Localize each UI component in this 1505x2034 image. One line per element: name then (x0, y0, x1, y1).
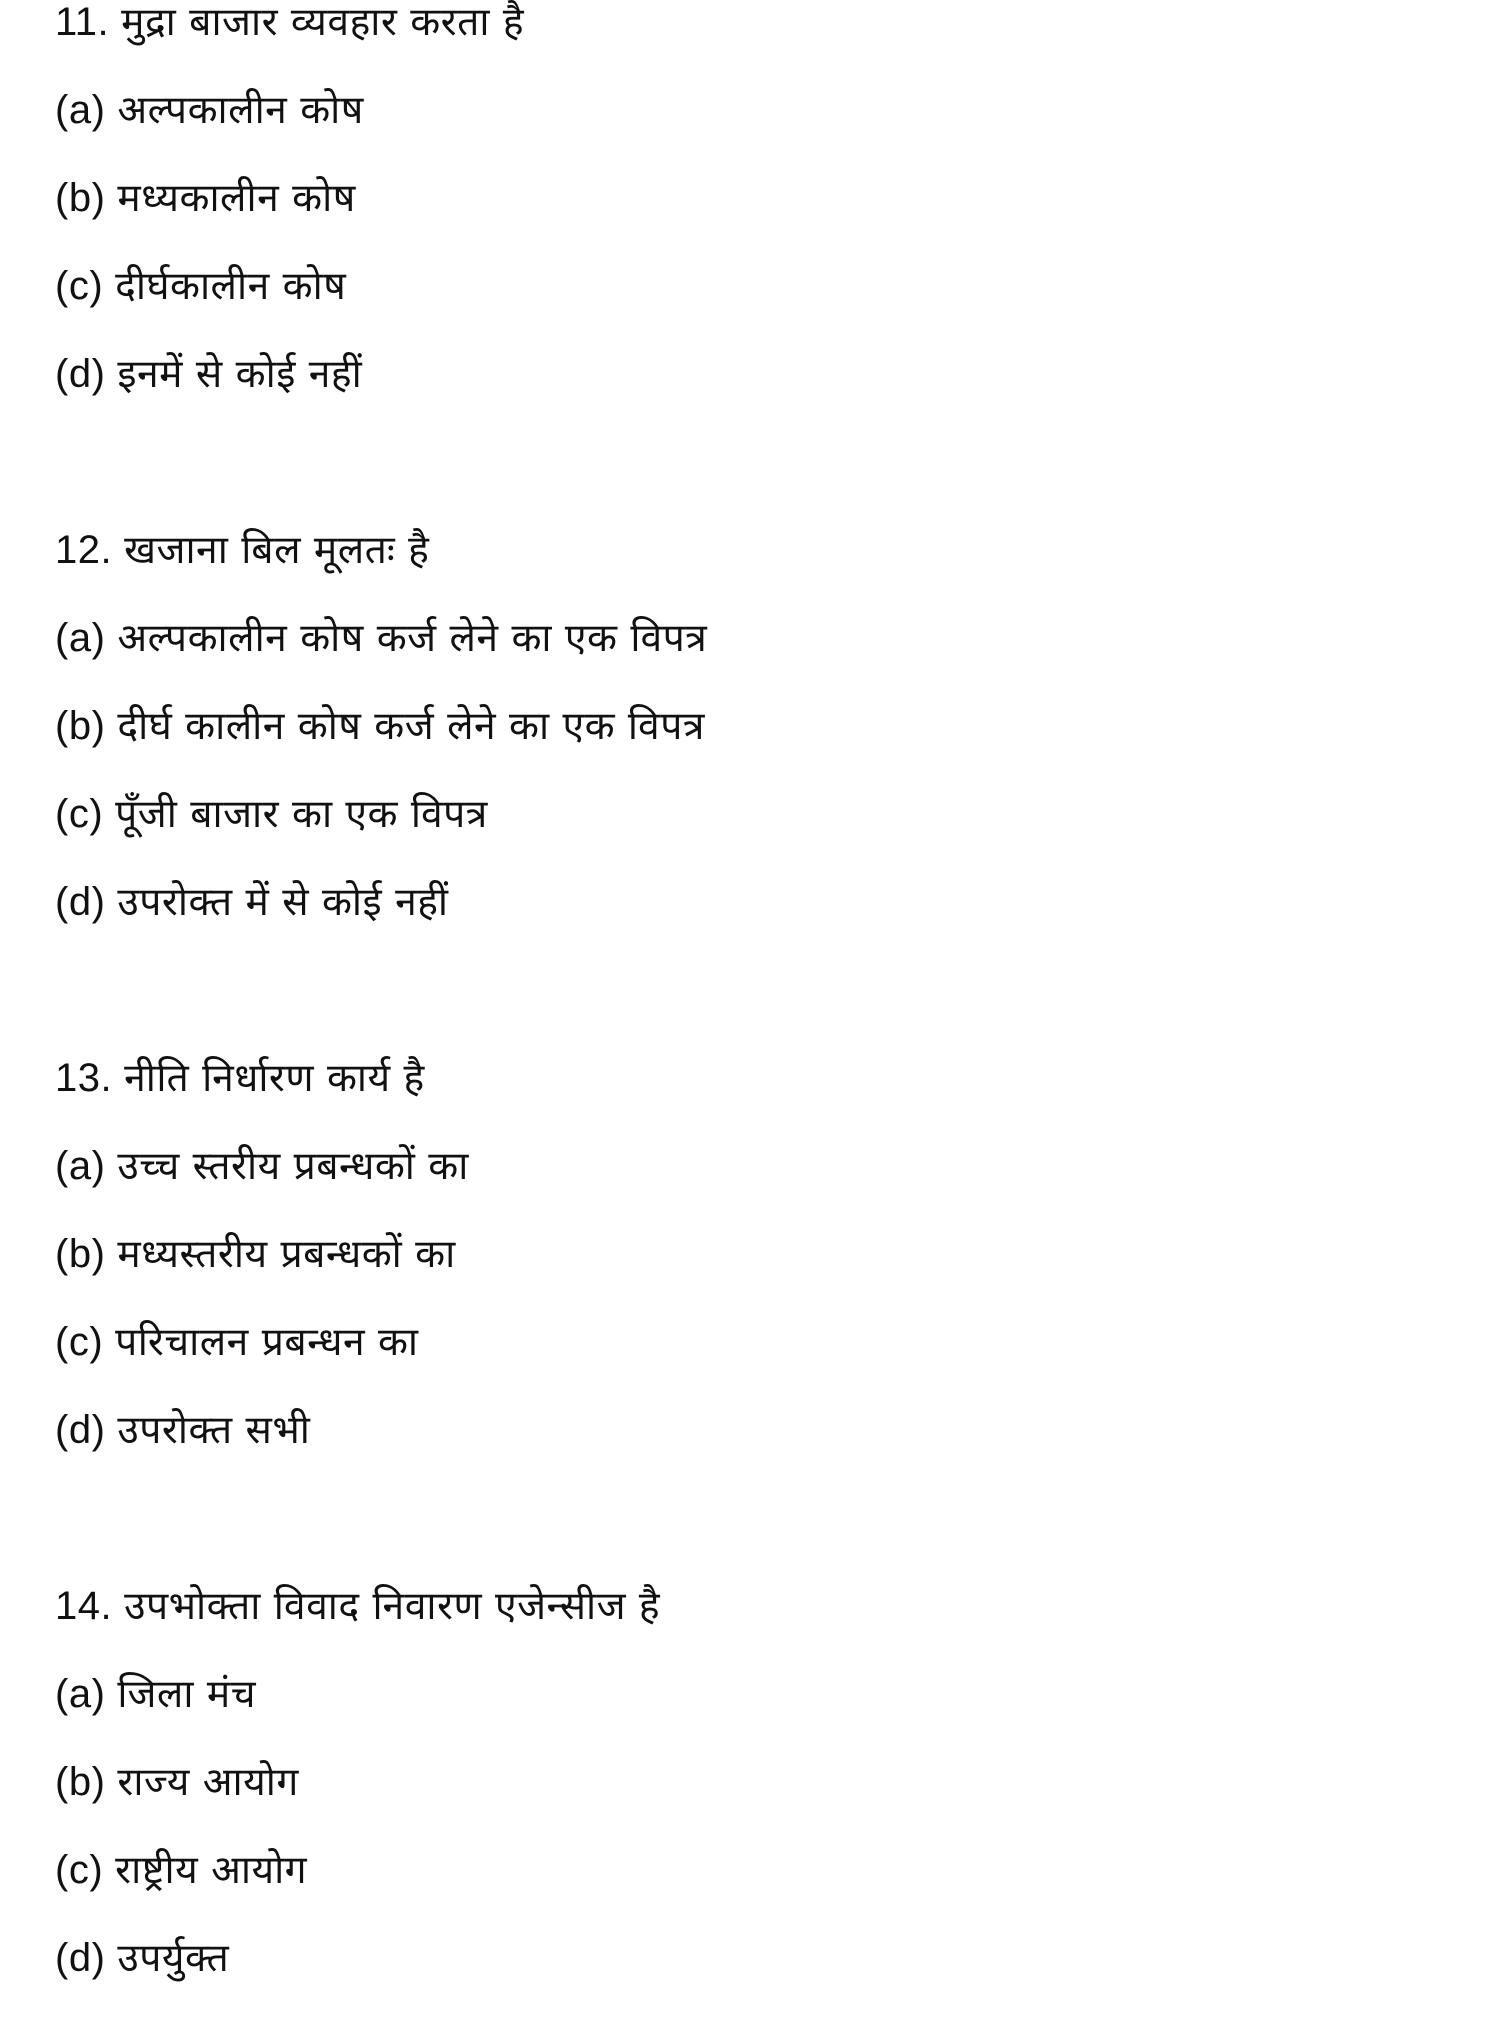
option-label: (a) (55, 1672, 106, 1716)
question-14-option-c (55, 1840, 307, 1900)
question-11-option-a (55, 80, 364, 140)
question-text: नीति निर्धारण कार्य है (124, 1056, 425, 1101)
option-text: इनमें से कोई नहीं (117, 352, 363, 397)
question-13-option-b (55, 1224, 456, 1284)
option-label: (d) (55, 1408, 106, 1452)
option-text: उपरोक्त सभी (117, 1408, 311, 1453)
option-label: (c) (55, 792, 104, 836)
option-text: अल्पकालीन कोष (117, 88, 364, 133)
option-text: अल्पकालीन कोष कर्ज लेने का एक विपत्र (117, 616, 708, 661)
option-label: (d) (55, 880, 106, 924)
option-text: राज्य आयोग (117, 1760, 299, 1805)
question-13-option-a (55, 1136, 469, 1196)
question-11-option-d (55, 344, 362, 404)
option-text: उच्च स्तरीय प्रबन्धकों का (117, 1144, 469, 1189)
question-14-option-b (55, 1752, 299, 1812)
option-label: (b) (55, 704, 106, 748)
question-text: मुद्रा बाजार व्यवहार करता है (121, 0, 525, 45)
option-text: उपर्युक्त (117, 1936, 230, 1981)
option-label: (c) (55, 1320, 104, 1364)
question-text: खजाना बिल मूलतः है (124, 528, 430, 573)
option-text: राष्ट्रीय आयोग (115, 1848, 308, 1893)
question-11-option-b (55, 168, 356, 228)
option-text: मध्यकालीन कोष (117, 176, 356, 221)
option-text: उपरोक्त में से कोई नहीं (117, 880, 449, 925)
option-text: दीर्घकालीन कोष (115, 264, 347, 309)
question-number: 11. (55, 0, 110, 44)
question-12-option-c (55, 784, 488, 844)
question-11 (55, 0, 524, 52)
question-13-option-d (55, 1400, 310, 1460)
option-label: (a) (55, 88, 106, 132)
option-label: (d) (55, 352, 106, 396)
option-label: (d) (55, 1936, 106, 1980)
question-12-option-a (55, 608, 707, 668)
question-13 (55, 1048, 425, 1108)
option-text: पूँजी बाजार का एक विपत्र (115, 792, 488, 837)
question-11-option-c (55, 256, 346, 316)
option-text: मध्यस्तरीय प्रबन्धकों का (117, 1232, 456, 1277)
option-label: (b) (55, 1232, 106, 1276)
question-14-option-a (55, 1664, 256, 1724)
question-12-option-d (55, 872, 449, 932)
question-number: 14. (55, 1584, 113, 1628)
question-number: 12. (55, 528, 113, 572)
option-label: (c) (55, 1848, 104, 1892)
option-label: (a) (55, 616, 106, 660)
option-label: (b) (55, 176, 106, 220)
question-12 (55, 520, 429, 580)
question-14 (55, 1576, 660, 1636)
question-number: 13. (55, 1056, 113, 1100)
question-14-option-d (55, 1928, 229, 1988)
question-13-option-c (55, 1312, 419, 1372)
question-text: उपभोक्ता विवाद निवारण एजेन्सीज है (124, 1584, 661, 1629)
option-text: परिचालन प्रबन्धन का (115, 1320, 419, 1365)
question-12-option-b (55, 696, 705, 756)
option-text: जिला मंच (117, 1672, 256, 1717)
option-text: दीर्घ कालीन कोष कर्ज लेने का एक विपत्र (117, 704, 705, 749)
option-label: (c) (55, 264, 104, 308)
option-label: (b) (55, 1760, 106, 1804)
option-label: (a) (55, 1144, 106, 1188)
